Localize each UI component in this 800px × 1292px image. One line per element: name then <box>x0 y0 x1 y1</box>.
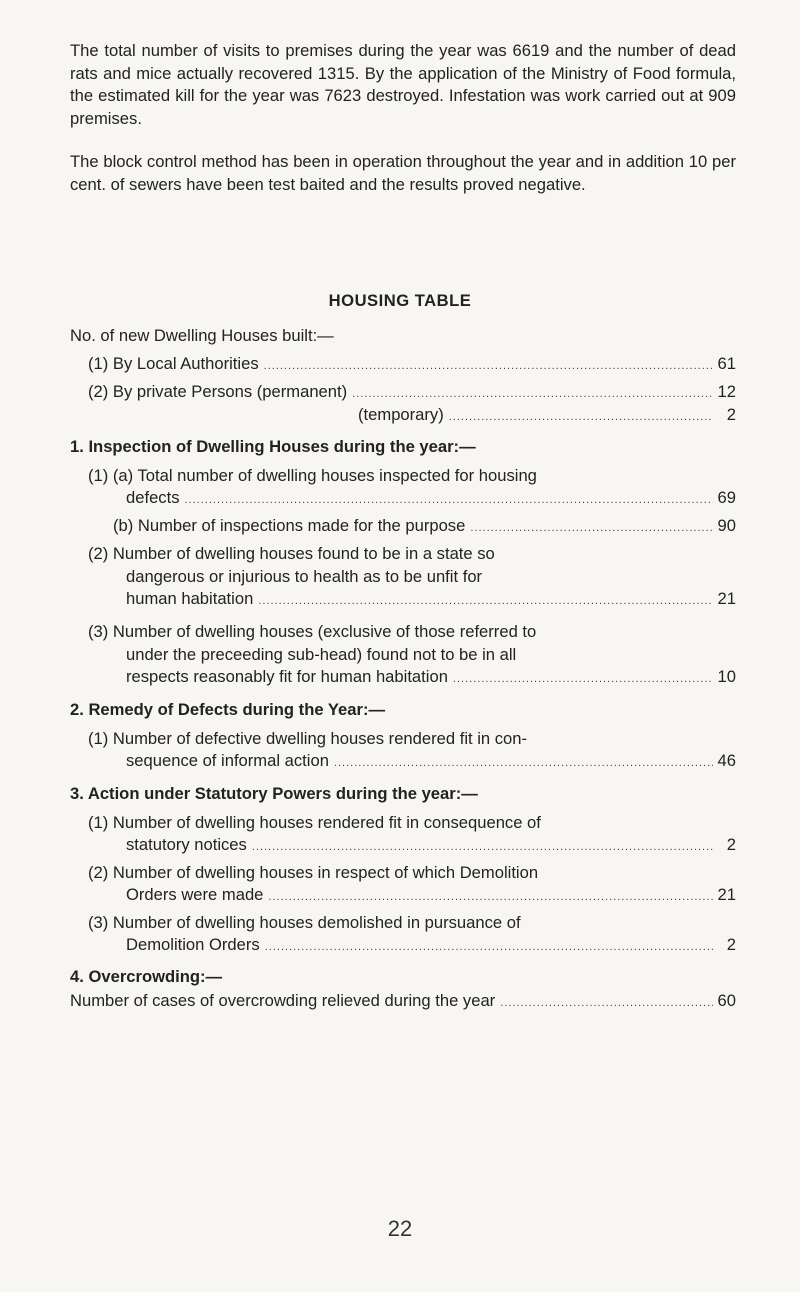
page-number: 22 <box>387 1216 413 1241</box>
dot-leader <box>252 836 713 859</box>
row-label: Orders were made <box>126 885 264 904</box>
dot-leader <box>258 590 712 613</box>
row-value: 2 <box>726 835 736 854</box>
row-3-1 <box>126 834 736 859</box>
item-3-3-line1: (3) Number of dwelling houses demolished in pursuance of <box>88 913 521 932</box>
row-private-temporary <box>358 404 736 429</box>
intro-paragraph-2: The block control method has been in operation throughout the year and in addition 10 per cent. of sewers have been test baited and the results proved negative. <box>70 152 736 194</box>
row-label: human habitation <box>126 589 254 608</box>
row-label: sequence of informal action <box>126 751 329 770</box>
item-3-1-line1: (1) Number of dwelling houses rendered fit in consequence of <box>88 813 541 832</box>
row-label: (2) By private Persons (permanent) <box>88 382 348 401</box>
item-1-2-line2: dangerous or injurious to health as to be unfit for <box>126 567 483 586</box>
item-1-1a-line1: (1) (a) Total number of dwelling houses inspected for housing <box>88 466 537 485</box>
row-value: 60 <box>717 991 736 1010</box>
section-1-heading: 1. Inspection of Dwelling Houses during the year:— <box>70 437 476 456</box>
row-label: Number of cases of overcrowding relieved during the year <box>70 991 496 1010</box>
row-label: Demolition Orders <box>126 935 260 954</box>
item-1-3-line1: (3) Number of dwelling houses (exclusive of those referred to <box>88 622 537 641</box>
item-3-2-line1: (2) Number of dwelling houses in respect of which Demolition <box>88 863 539 882</box>
row-private-permanent <box>88 381 736 406</box>
item-1-2-line1: (2) Number of dwelling houses found to be in a state so <box>88 544 495 563</box>
row-label: respects reasonably fit for human habitation <box>126 667 448 686</box>
row-value: 61 <box>717 354 736 373</box>
row-1-3 <box>126 666 736 691</box>
row-3-3 <box>126 934 736 959</box>
dot-leader <box>268 886 712 909</box>
new-houses-heading: No. of new Dwelling Houses built:— <box>70 326 334 345</box>
dot-leader <box>265 936 713 959</box>
row-label: defects <box>126 488 180 507</box>
section-4-heading: 4. Overcrowding:— <box>70 967 223 986</box>
row-value: 46 <box>717 751 736 770</box>
row-1-1a <box>126 487 736 512</box>
item-2-1-line1: (1) Number of defective dwelling houses rendered fit in con- <box>88 729 528 748</box>
item-1-3-line2: under the preceeding sub-head) found not to be in all <box>126 645 517 664</box>
row-1-1b <box>113 515 736 540</box>
row-value: 12 <box>717 382 736 401</box>
row-1-2 <box>126 588 736 613</box>
row-value: 21 <box>717 589 736 608</box>
row-label: statutory notices <box>126 835 247 854</box>
section-3-heading: 3. Action under Statutory Powers during the year:— <box>70 784 478 803</box>
row-3-2 <box>126 884 736 909</box>
row-value: 21 <box>717 885 736 904</box>
row-value: 2 <box>726 935 736 954</box>
row-label: (b) Number of inspections made for the purpose <box>113 516 466 535</box>
row-label: (temporary) <box>358 405 444 424</box>
dot-leader <box>500 992 712 1015</box>
row-value: 2 <box>726 405 736 424</box>
intro-paragraph-1: The total number of visits to premises during the year was 6619 and the number of dead rats and mice actually recovered 1315. By the application of the Ministry of Food formula, the estimated kill for the year was 7623 destroyed. Infestation was work carried out at 909 premises. <box>70 41 736 128</box>
section-2-heading: 2. Remedy of Defects during the Year:— <box>70 700 386 719</box>
row-value: 90 <box>717 516 736 535</box>
row-value: 69 <box>717 488 736 507</box>
dot-leader <box>264 355 713 378</box>
dot-leader <box>449 406 713 429</box>
dot-leader <box>185 489 713 512</box>
dot-leader <box>470 517 712 540</box>
row-local-authorities <box>88 353 736 378</box>
dot-leader <box>352 383 712 406</box>
dot-leader <box>453 668 713 691</box>
row-2-1 <box>126 750 736 775</box>
row-4-overcrowding <box>70 990 736 1015</box>
housing-table-title: HOUSING TABLE <box>328 291 472 310</box>
dot-leader <box>334 752 713 775</box>
row-label: (1) By Local Authorities <box>88 354 259 373</box>
row-value: 10 <box>717 667 736 686</box>
